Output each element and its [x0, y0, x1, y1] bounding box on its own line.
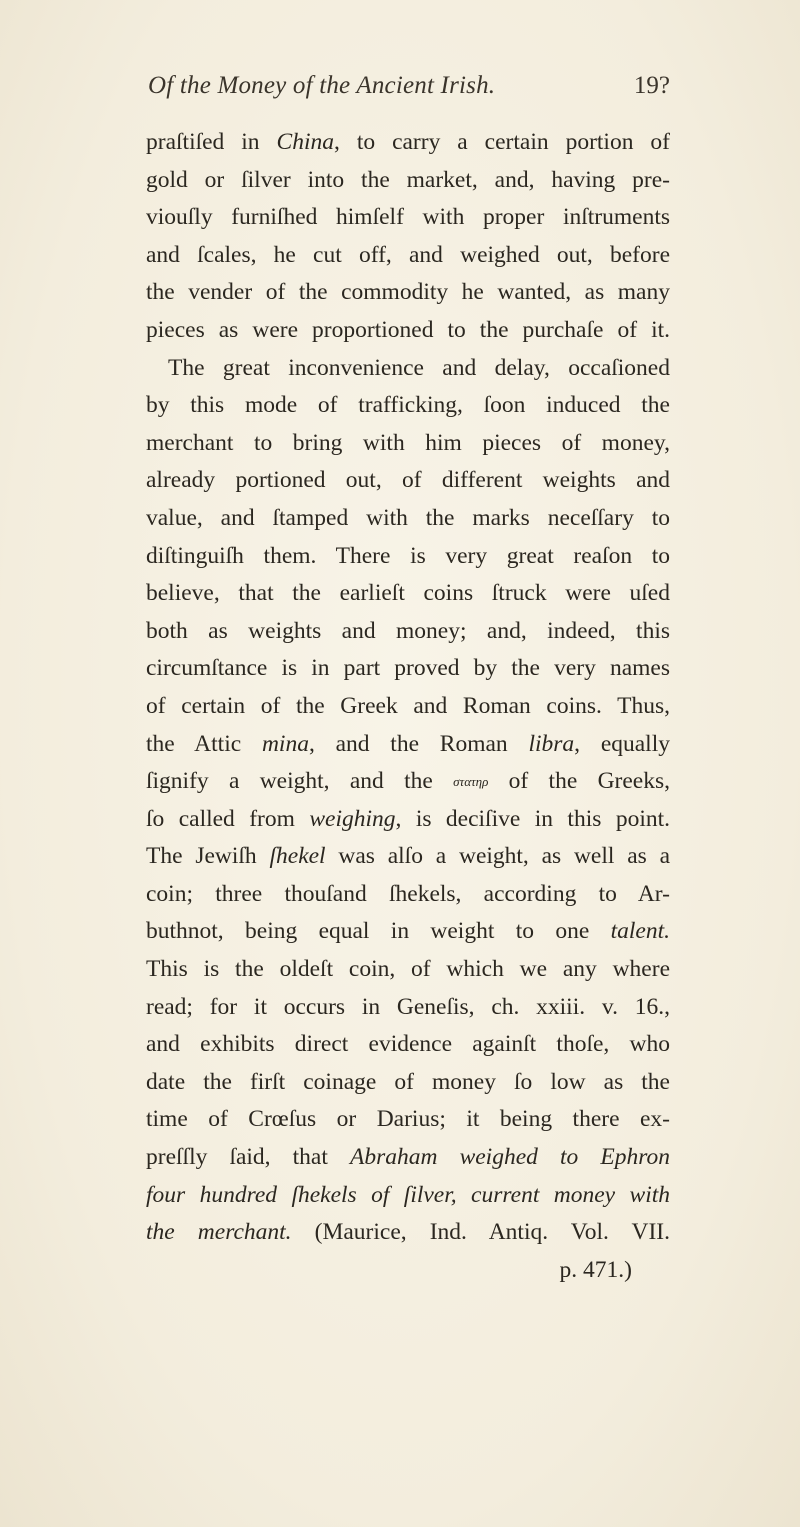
text-run: read; for it occurs in Geneſis, ch. xxiii. v. 16., — [146, 993, 670, 1020]
text-line — [146, 312, 670, 350]
text-line — [146, 1177, 670, 1215]
text-run: and ſcales, he cut off, and weighed out, before — [146, 241, 670, 268]
text-run: circumſtance is in part proved by the very names — [146, 655, 670, 682]
text-run: ſignify a weight, and the — [146, 768, 454, 795]
italic-text: four hundred ſhekels of ſilver, current money with — [146, 1181, 670, 1208]
text-line — [146, 237, 670, 275]
text-run: time of Crœſus or Darius; it being there ex- — [146, 1106, 670, 1133]
text-line — [146, 425, 670, 463]
text-run: was alſo a weight, as well as a — [325, 843, 671, 870]
text-run: p. 471.) — [559, 1256, 632, 1283]
text-line — [146, 274, 670, 312]
text-run: both as weights and money; and, indeed, this — [146, 617, 670, 644]
text-run: the vender of the commodity he wanted, as many — [146, 279, 670, 306]
text-run: , equally — [574, 730, 670, 757]
text-line — [146, 763, 670, 801]
text-run: date the firſt coinage of money ſo low as the — [146, 1068, 670, 1095]
text-line — [146, 688, 670, 726]
text-run: , and the Roman — [308, 730, 529, 757]
text-run: of certain of the Greek and Roman coins. Thus, — [146, 692, 670, 719]
italic-text: talent. — [610, 918, 670, 945]
text-line — [146, 1252, 670, 1290]
text-line — [146, 1214, 670, 1252]
text-line — [146, 387, 670, 425]
text-line — [146, 989, 670, 1027]
text-line — [146, 124, 670, 162]
text-run: and exhibits direct evidence againſt thoſe, who — [146, 1031, 670, 1058]
italic-text: ſhekel — [269, 843, 326, 870]
text-line — [146, 1101, 670, 1139]
text-line — [146, 575, 670, 613]
text-run: The Jewiſh — [146, 843, 270, 870]
text-line — [146, 801, 670, 839]
text-line — [146, 199, 670, 237]
text-run: by this mode of trafficking, ſoon induced the — [146, 392, 670, 419]
text-run: buthnot, being equal in weight to one — [146, 918, 611, 945]
text-run: gold or ſilver into the market, and, having pre- — [146, 166, 670, 193]
text-line — [146, 462, 670, 500]
text-run: ſo called from — [146, 805, 310, 832]
body-text — [146, 124, 670, 1289]
text-run: diſtinguiſh them. There is very great reaſon to — [146, 542, 670, 569]
text-run: believe, that the earlieſt coins ſtruck were uſed — [146, 580, 670, 607]
text-run: The great inconvenience and delay, occaſioned — [168, 354, 670, 381]
text-run: viouſly furniſhed himſelf with proper inſtruments — [146, 204, 670, 231]
text-line — [146, 1026, 670, 1064]
italic-text: weighing — [309, 805, 396, 832]
text-run: (Maurice, Ind. Antiq. Vol. VII. — [291, 1219, 671, 1246]
text-line — [146, 838, 670, 876]
text-run: preſſly ſaid, that — [146, 1144, 350, 1171]
text-run: the Attic — [146, 730, 262, 757]
text-run: This is the oldeſt coin, of which we any where — [146, 956, 670, 983]
text-run: , is deciſive in this point. — [395, 805, 670, 832]
text-line — [146, 876, 670, 914]
greek-word: στατηρ — [453, 774, 489, 790]
italic-text: China — [276, 129, 334, 155]
text-line — [146, 162, 670, 200]
text-run: of the Greeks, — [488, 768, 670, 795]
page-number: 19? — [633, 72, 670, 99]
italic-text: libra — [528, 730, 575, 757]
text-line — [146, 1139, 670, 1177]
running-title: Of the Money of the Ancient Irish. — [148, 72, 496, 99]
text-line — [146, 951, 670, 989]
text-line — [146, 913, 670, 951]
text-run: value, and ſtamped with the marks neceſſary to — [146, 504, 670, 531]
text-line — [146, 1064, 670, 1102]
text-line — [146, 500, 670, 538]
text-line — [146, 650, 670, 688]
text-run: pieces as were proportioned to the purchaſe of it. — [146, 316, 670, 343]
text-line — [146, 613, 670, 651]
page-header — [148, 72, 668, 112]
text-run: merchant to bring with him pieces of money, — [146, 429, 670, 456]
text-run: , to carry a certain portion of — [333, 129, 670, 155]
italic-text: mina — [261, 730, 309, 757]
italic-text: the merchant. — [146, 1219, 292, 1246]
text-run: coin; three thouſand ſhekels, according to Ar- — [146, 880, 670, 907]
italic-text: Abraham weighed to Ephron — [350, 1144, 670, 1171]
text-run: praſtiſed in — [146, 129, 277, 155]
text-line — [146, 538, 670, 576]
text-line — [146, 726, 670, 764]
text-line — [146, 350, 670, 388]
text-run: already portioned out, of different weights and — [146, 467, 670, 494]
